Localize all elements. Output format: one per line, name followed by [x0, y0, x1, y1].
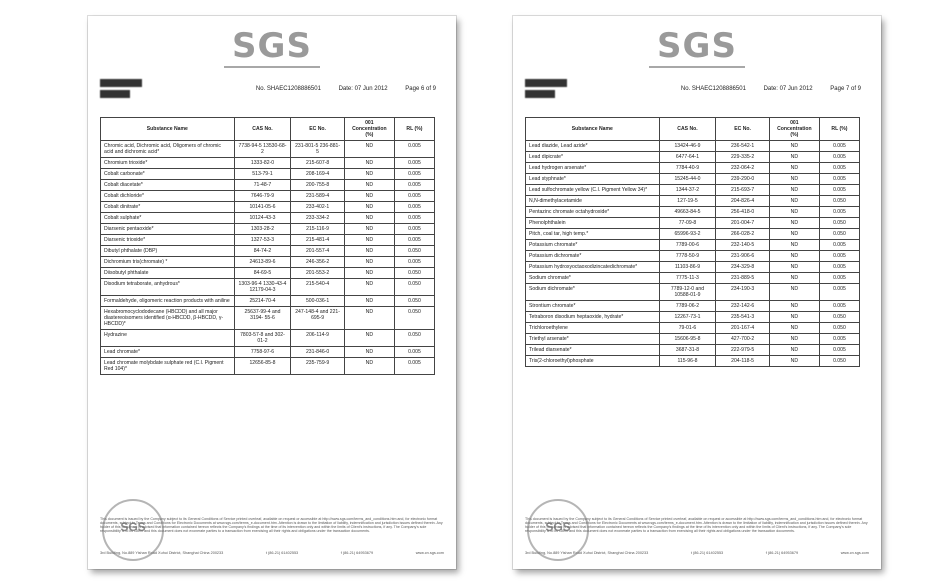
footer-disclaimer: This document is issued by the Company subject to its General Conditions of Service printed overleaf, available on request or accessible at http://www.sgs.com/terms_and_conditions.htm and, for electronic format documents, subject to Terms and Conditions for Electronic Documents at www.sgs.com/terms_e-document.htm. Attention is drawn to the limitation of liability, indemnification and jurisdiction issues defined therein. Any holder of this document is advised that information contained hereon reflects the Company's findings at the time of its intervention only and within the limits of Client's instructions, if any. The Company's sole responsibility is to its Client and this document does not exonerate parties to a transaction from exercising all their rights and obligations under the transaction documents. — [525, 516, 868, 534]
cas-no-cell: 12656-85-8 — [234, 358, 291, 375]
rl-cell: 0.050 — [819, 312, 859, 323]
substance-name-cell: Phenolphthalein — [526, 218, 660, 229]
ec-no-cell: 201-557-4 — [291, 246, 344, 257]
cas-no-cell: 7646-79-9 — [234, 191, 291, 202]
page-header — [100, 79, 436, 109]
ec-no-cell: 208-169-4 — [291, 169, 344, 180]
ec-no-cell: 231-906-6 — [716, 251, 769, 262]
cas-no-cell: 7738-94-5 13530-68-2 — [234, 141, 291, 158]
report-label-redaction — [100, 79, 142, 87]
table-header-row — [101, 118, 435, 141]
footer-disclaimer: This document is issued by the Company subject to its General Conditions of Service printed overleaf, available on request or accessible at http://www.sgs.com/terms_and_conditions.htm and, for electronic format documents, subject to Terms and Conditions for Electronic Documents at www.sgs.com/terms_e-document.htm. Attention is drawn to the limitation of liability, indemnification and jurisdiction issues defined therein. Any holder of this document is advised that information contained hereon reflects the Company's findings at the time of its intervention only and within the limits of Client's instructions, if any. The Company's sole responsibility is to its Client and this document does not exonerate parties to a transaction from exercising all their rights and obligations under the transaction documents. — [100, 516, 443, 534]
substance-name-cell: Cobalt carbonate* — [101, 169, 235, 180]
substance-name-cell: Dichromium tris(chromate) * — [101, 257, 235, 268]
cas-no-cell: 84-74-2 — [234, 246, 291, 257]
cas-no-cell: 513-79-1 — [234, 169, 291, 180]
cas-no-cell: 84-69-5 — [234, 268, 291, 279]
substance-table — [525, 117, 860, 367]
ec-no-cell: 234-190-3 — [716, 284, 769, 301]
table-row — [526, 152, 860, 163]
cas-no-cell: 1333-82-0 — [234, 158, 291, 169]
substance-name-cell: Pitch, coal tar, high temp.* — [526, 229, 660, 240]
cas-no-cell: 7784-40-9 — [659, 163, 716, 174]
cas-no-cell: 1344-37-2 — [659, 185, 716, 196]
table-row — [101, 169, 435, 180]
ec-no-cell: 256-418-0 — [716, 207, 769, 218]
table-row — [526, 207, 860, 218]
ec-no-cell: 427-700-2 — [716, 334, 769, 345]
ec-no-cell: 215-481-4 — [291, 235, 344, 246]
rl-cell: 0.005 — [394, 141, 434, 158]
substance-name-cell: Triethyl arsenate* — [526, 334, 660, 345]
col-rl: RL (%) — [819, 118, 859, 141]
concentration-cell: ND — [769, 174, 819, 185]
concentration-cell: ND — [344, 347, 394, 358]
concentration-cell: ND — [344, 169, 394, 180]
cas-no-cell: 10141-05-6 — [234, 202, 291, 213]
table-row — [526, 218, 860, 229]
ec-no-cell: 201-167-4 — [716, 323, 769, 334]
table-row — [526, 174, 860, 185]
table-row — [101, 224, 435, 235]
rl-cell: 0.005 — [819, 345, 859, 356]
rl-cell: 0.005 — [394, 158, 434, 169]
ec-no-cell: 204-118-5 — [716, 356, 769, 367]
report-date: Date: 07 Jun 2012 — [763, 86, 813, 92]
ec-no-cell: 231-589-4 — [291, 191, 344, 202]
concentration-cell: ND — [769, 152, 819, 163]
concentration-cell: ND — [769, 218, 819, 229]
substance-name-cell: Strontium chromate* — [526, 301, 660, 312]
concentration-cell: ND — [344, 279, 394, 296]
substance-name-cell: Lead dipicrate* — [526, 152, 660, 163]
rl-cell: 0.005 — [819, 163, 859, 174]
substance-name-cell: Formaldehyde, oligomeric reaction products with aniline — [101, 296, 235, 307]
concentration-cell: ND — [344, 235, 394, 246]
ec-no-cell: 233-334-2 — [291, 213, 344, 224]
rl-cell: 0.005 — [819, 152, 859, 163]
ec-no-cell: 235-541-3 — [716, 312, 769, 323]
table-row — [526, 163, 860, 174]
rl-cell: 0.005 — [394, 169, 434, 180]
substance-name-cell: Hydrazine — [101, 330, 235, 347]
col-cas-no: CAS No. — [659, 118, 716, 141]
cas-no-cell: 49663-84-5 — [659, 207, 716, 218]
table-row — [101, 330, 435, 347]
rl-cell: 0.050 — [819, 218, 859, 229]
rl-cell: 0.005 — [394, 213, 434, 224]
table-row — [101, 358, 435, 375]
table-row — [526, 356, 860, 367]
substance-name-cell: Lead chromate* — [101, 347, 235, 358]
report-number: No. SHAEC1208886501 — [680, 86, 746, 92]
substance-name-cell: Trilead diarsenate* — [526, 345, 660, 356]
cas-no-cell: 1303-96-4 1330-43-4 12179-04-3 — [234, 279, 291, 296]
rl-cell: 0.005 — [819, 262, 859, 273]
substance-name-cell: Pentazinc chromate octahydroxide* — [526, 207, 660, 218]
col-substance-name: Substance Name — [101, 118, 235, 141]
ec-no-cell: 222-979-5 — [716, 345, 769, 356]
rl-cell: 0.005 — [819, 141, 859, 152]
table-body — [101, 141, 435, 375]
cas-no-cell: 7789-12-0 and 10588-01-9 — [659, 284, 716, 301]
table-row — [526, 323, 860, 334]
concentration-cell: ND — [769, 185, 819, 196]
substance-name-cell: Sodium chromate* — [526, 273, 660, 284]
rl-cell: 0.005 — [819, 207, 859, 218]
cas-no-cell: 11103-86-9 — [659, 262, 716, 273]
rl-cell: 0.005 — [394, 224, 434, 235]
table-row — [101, 213, 435, 224]
rl-cell: 0.005 — [394, 257, 434, 268]
report-meta — [665, 86, 861, 92]
cas-no-cell: 7758-97-6 — [234, 347, 291, 358]
rl-cell: 0.005 — [819, 174, 859, 185]
rl-cell: 0.005 — [394, 358, 434, 375]
page-header — [525, 79, 861, 109]
substance-name-cell: Potassium hydroxyoctaoxodizincatedichromate* — [526, 262, 660, 273]
logo-underline — [649, 66, 745, 68]
cas-no-cell: 1327-53-3 — [234, 235, 291, 246]
footer-web: www.cn.sgs.com — [840, 550, 869, 555]
rl-cell: 0.005 — [819, 284, 859, 301]
substance-name-cell: Potassium chromate* — [526, 240, 660, 251]
table-row — [526, 345, 860, 356]
concentration-cell: ND — [344, 296, 394, 307]
col-rl: RL (%) — [394, 118, 434, 141]
table-row — [526, 229, 860, 240]
substance-name-cell: Lead hydrogen arsenate* — [526, 163, 660, 174]
concentration-cell: ND — [769, 356, 819, 367]
ec-no-cell: 234-329-8 — [716, 262, 769, 273]
table-row — [101, 180, 435, 191]
concentration-cell: ND — [344, 358, 394, 375]
table-row — [526, 312, 860, 323]
sgs-stamp — [527, 499, 589, 561]
rl-cell: 0.050 — [394, 279, 434, 296]
ec-no-cell: 500-036-1 — [291, 296, 344, 307]
table-row — [101, 268, 435, 279]
substance-name-cell: N,N-dimethylacetamide — [526, 196, 660, 207]
concentration-cell: ND — [769, 301, 819, 312]
col-ec-no: EC No. — [291, 118, 344, 141]
ec-no-cell: 204-826-4 — [716, 196, 769, 207]
sgs-stamp — [102, 499, 164, 561]
footer-tel: t (86-21) 61402553 — [690, 550, 724, 555]
ec-no-cell: 215-116-9 — [291, 224, 344, 235]
concentration-cell: ND — [769, 196, 819, 207]
concentration-cell: ND — [769, 163, 819, 174]
substance-name-cell: Lead styphnate* — [526, 174, 660, 185]
cas-no-cell: 15245-44-0 — [659, 174, 716, 185]
ec-no-cell: 266-028-2 — [716, 229, 769, 240]
report-meta — [240, 86, 436, 92]
sgs-logo: SGS — [232, 26, 312, 66]
rl-cell: 0.050 — [819, 356, 859, 367]
table-row — [101, 191, 435, 202]
table-row — [101, 202, 435, 213]
substance-name-cell: Lead diazide, Lead azide* — [526, 141, 660, 152]
cas-no-cell: 13424-46-9 — [659, 141, 716, 152]
rl-cell: 0.005 — [819, 334, 859, 345]
cas-no-cell: 7803-57-8 and 302-01-2 — [234, 330, 291, 347]
rl-cell: 0.005 — [819, 301, 859, 312]
table-row — [101, 257, 435, 268]
rl-cell: 0.050 — [394, 330, 434, 347]
table-row — [526, 334, 860, 345]
substance-name-cell: Diarsenic trioxide* — [101, 235, 235, 246]
rl-cell: 0.050 — [819, 196, 859, 207]
report-page-6 — [88, 16, 456, 569]
ec-no-cell: 206-114-9 — [291, 330, 344, 347]
table-row — [101, 347, 435, 358]
rl-cell: 0.050 — [394, 246, 434, 257]
ec-no-cell: 231-846-0 — [291, 347, 344, 358]
table-header-row — [526, 118, 860, 141]
cas-no-cell: 6477-64-1 — [659, 152, 716, 163]
rl-cell: 0.005 — [819, 273, 859, 284]
ec-no-cell: 232-140-5 — [716, 240, 769, 251]
footer-fax: f (86-21) 64953679 — [340, 550, 374, 555]
rl-cell: 0.050 — [394, 307, 434, 330]
table-row — [526, 273, 860, 284]
substance-name-cell: Lead chromate molybdate sulphate red (C.I. Pigment Red 104)* — [101, 358, 235, 375]
substance-name-cell: Dibutyl phthalate (DBP) — [101, 246, 235, 257]
cas-no-cell: 115-96-8 — [659, 356, 716, 367]
ec-no-cell: 215-540-4 — [291, 279, 344, 296]
substance-name-cell: Disodium tetraborate, anhydrous* — [101, 279, 235, 296]
rl-cell: 0.005 — [394, 191, 434, 202]
concentration-cell: ND — [769, 284, 819, 301]
rl-cell: 0.005 — [819, 251, 859, 262]
ec-no-cell: 236-542-1 — [716, 141, 769, 152]
concentration-cell: ND — [344, 257, 394, 268]
report-label-redaction — [525, 79, 567, 87]
substance-name-cell: Potassium dichromate* — [526, 251, 660, 262]
table-row — [101, 246, 435, 257]
substance-name-cell: Diisobutyl phthalate — [101, 268, 235, 279]
concentration-cell: ND — [344, 224, 394, 235]
table-row — [101, 235, 435, 246]
table-row — [101, 141, 435, 158]
ec-no-cell: 231-801-5 236-881-5 — [291, 141, 344, 158]
substance-name-cell: Chromic acid, Dichromic acid, Oligomers of chromic acid and dichromic acid* — [101, 141, 235, 158]
substance-name-cell: Sodium dichromate* — [526, 284, 660, 301]
table-row — [526, 185, 860, 196]
page-number: Page 7 of 9 — [830, 86, 861, 92]
stamp-text: SGS — [120, 520, 146, 534]
cas-no-cell: 77-09-8 — [659, 218, 716, 229]
substance-name-cell: Cobalt diacetate* — [101, 180, 235, 191]
cas-no-cell: 15606-95-8 — [659, 334, 716, 345]
footer-address: 3rd Building, No.889 Yishan Road Xuhui District, Shanghai China 200233 — [100, 550, 224, 555]
ec-no-cell: 233-402-1 — [291, 202, 344, 213]
substance-name-cell: Lead sulfochromate yellow (C.I. Pigment Yellow 34)* — [526, 185, 660, 196]
report-page-7 — [513, 16, 881, 569]
ec-no-cell: 232-064-2 — [716, 163, 769, 174]
rl-cell: 0.005 — [394, 180, 434, 191]
footer-web: www.cn.sgs.com — [415, 550, 444, 555]
table-row — [526, 196, 860, 207]
cas-no-cell: 25214-70-4 — [234, 296, 291, 307]
concentration-cell: ND — [344, 246, 394, 257]
col-concentration: 001 Concentration (%) — [769, 118, 819, 141]
concentration-cell: ND — [769, 334, 819, 345]
ec-no-cell: 235-759-9 — [291, 358, 344, 375]
ec-no-cell: 232-142-6 — [716, 301, 769, 312]
concentration-cell: ND — [769, 345, 819, 356]
cas-no-cell: 7775-11-3 — [659, 273, 716, 284]
cas-no-cell: 79-01-6 — [659, 323, 716, 334]
stamp-text: SGS — [545, 520, 571, 534]
rl-cell: 0.050 — [394, 268, 434, 279]
table-row — [101, 279, 435, 296]
rl-cell: 0.050 — [819, 229, 859, 240]
substance-name-cell: Cobalt sulphate* — [101, 213, 235, 224]
concentration-cell: ND — [344, 191, 394, 202]
cas-no-cell: 24613-89-6 — [234, 257, 291, 268]
footer-tel: t (86-21) 61402553 — [265, 550, 299, 555]
cas-no-cell: 25637-99-4 and 3194- 55-6 — [234, 307, 291, 330]
concentration-cell: ND — [344, 330, 394, 347]
concentration-cell: ND — [344, 213, 394, 224]
concentration-cell: ND — [344, 141, 394, 158]
rl-cell: 0.005 — [394, 235, 434, 246]
page-number: Page 6 of 9 — [405, 86, 436, 92]
report-date: Date: 07 Jun 2012 — [338, 86, 388, 92]
logo-underline — [224, 66, 320, 68]
concentration-cell: ND — [344, 268, 394, 279]
ec-no-cell: 239-290-0 — [716, 174, 769, 185]
report-label-redaction-2 — [100, 90, 130, 98]
substance-name-cell: Cobalt dichloride* — [101, 191, 235, 202]
concentration-cell: ND — [344, 202, 394, 213]
rl-cell: 0.050 — [394, 296, 434, 307]
concentration-cell: ND — [769, 251, 819, 262]
table-row — [526, 141, 860, 152]
concentration-cell: ND — [344, 307, 394, 330]
table-body — [526, 141, 860, 367]
rl-cell: 0.005 — [819, 185, 859, 196]
concentration-cell: ND — [769, 207, 819, 218]
col-concentration: 001 Concentration (%) — [344, 118, 394, 141]
cas-no-cell: 3687-31-8 — [659, 345, 716, 356]
ec-no-cell: 215-693-7 — [716, 185, 769, 196]
table-row — [526, 251, 860, 262]
cas-no-cell: 1303-28-2 — [234, 224, 291, 235]
report-label — [100, 79, 142, 98]
table-row — [101, 307, 435, 330]
ec-no-cell: 201-004-7 — [716, 218, 769, 229]
cas-no-cell: 7789-06-2 — [659, 301, 716, 312]
ec-no-cell: 201-553-2 — [291, 268, 344, 279]
report-number: No. SHAEC1208886501 — [255, 86, 321, 92]
cas-no-cell: 12267-73-1 — [659, 312, 716, 323]
substance-name-cell: Trichloroethylene — [526, 323, 660, 334]
footer-address: 3rd Building, No.889 Yishan Road Xuhui District, Shanghai China 200233 — [525, 550, 649, 555]
cas-no-cell: 7778-50-9 — [659, 251, 716, 262]
substance-name-cell: Chromium trioxide* — [101, 158, 235, 169]
ec-no-cell: 247-148-4 and 221-695-9 — [291, 307, 344, 330]
concentration-cell: ND — [769, 141, 819, 152]
table-row — [526, 301, 860, 312]
rl-cell: 0.005 — [394, 202, 434, 213]
substance-name-cell: Cobalt dinitrate* — [101, 202, 235, 213]
concentration-cell: ND — [769, 323, 819, 334]
rl-cell: 0.005 — [819, 240, 859, 251]
table-row — [526, 284, 860, 301]
substance-name-cell: Tris(2-chloroethyl)phosphate — [526, 356, 660, 367]
ec-no-cell: 246-356-2 — [291, 257, 344, 268]
col-substance-name: Substance Name — [526, 118, 660, 141]
footer-fax: f (86-21) 64953679 — [765, 550, 799, 555]
cas-no-cell: 71-48-7 — [234, 180, 291, 191]
substance-name-cell: Tetraboron disodium heptaoxide, hydrate* — [526, 312, 660, 323]
substance-table — [100, 117, 435, 375]
ec-no-cell: 215-607-8 — [291, 158, 344, 169]
concentration-cell: ND — [344, 158, 394, 169]
cas-no-cell: 65996-93-2 — [659, 229, 716, 240]
cas-no-cell: 10124-43-3 — [234, 213, 291, 224]
ec-no-cell: 231-889-5 — [716, 273, 769, 284]
concentration-cell: ND — [344, 180, 394, 191]
table-row — [101, 158, 435, 169]
concentration-cell: ND — [769, 229, 819, 240]
sgs-logo: SGS — [657, 26, 737, 66]
table-row — [526, 240, 860, 251]
ec-no-cell: 200-755-8 — [291, 180, 344, 191]
concentration-cell: ND — [769, 312, 819, 323]
rl-cell: 0.050 — [819, 323, 859, 334]
report-label-redaction-2 — [525, 90, 555, 98]
concentration-cell: ND — [769, 240, 819, 251]
substance-name-cell: Hexabromocyclododecane (HBCDD) and all major diastereoisomers identified (α-HBCDD, β-HBCDD, γ-HBCDD)* — [101, 307, 235, 330]
cas-no-cell: 127-19-5 — [659, 196, 716, 207]
rl-cell: 0.005 — [394, 347, 434, 358]
table-row — [526, 262, 860, 273]
col-cas-no: CAS No. — [234, 118, 291, 141]
concentration-cell: ND — [769, 273, 819, 284]
substance-name-cell: Diarsenic pentaoxide* — [101, 224, 235, 235]
table-row — [101, 296, 435, 307]
cas-no-cell: 7789-00-6 — [659, 240, 716, 251]
ec-no-cell: 229-335-2 — [716, 152, 769, 163]
col-ec-no: EC No. — [716, 118, 769, 141]
concentration-cell: ND — [769, 262, 819, 273]
report-label — [525, 79, 567, 98]
